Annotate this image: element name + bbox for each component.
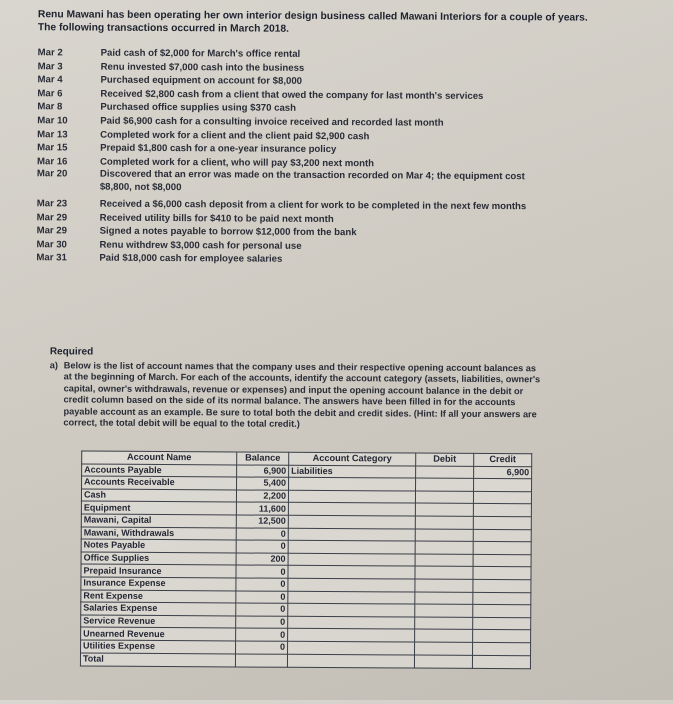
transaction-date: Mar 29: [36, 211, 68, 223]
transaction-description: [100, 169, 637, 197]
cell-account-name: Unearned Revenue: [81, 627, 236, 641]
intro-line-1: Renu Mawani has been operating her own interior design business called Mawani Interiors for a couple of years.: [37, 9, 588, 24]
cell-credit[interactable]: [473, 529, 531, 542]
transaction-text: Signed a notes payable to borrow $12,000 from the bank: [99, 225, 357, 239]
part-label: a): [49, 360, 58, 371]
intro-paragraph: [38, 8, 658, 38]
transaction-date: Mar 30: [36, 238, 67, 251]
transaction-text: Purchased equipment on account for $8,000: [100, 74, 303, 88]
cell-credit[interactable]: [473, 642, 531, 655]
cell-account-name: Accounts Receivable: [82, 476, 237, 490]
cell-debit[interactable]: [415, 491, 473, 504]
transaction-date: Mar 6: [37, 88, 63, 100]
cell-account-name: Equipment: [81, 501, 236, 515]
cell-account-category[interactable]: [288, 503, 415, 516]
cell-account-category[interactable]: [288, 553, 415, 566]
cell-balance: 200: [236, 553, 288, 566]
cell-account-category[interactable]: [289, 477, 416, 490]
required-heading: Required: [49, 346, 94, 358]
cell-credit[interactable]: [473, 554, 531, 567]
cell-credit[interactable]: [473, 542, 531, 555]
instruction-line: correct, the total debit will be equal to the total credit.): [63, 417, 300, 429]
cell-debit[interactable]: [415, 503, 473, 516]
cell-credit[interactable]: [473, 592, 531, 605]
cell-balance: 0: [236, 628, 288, 641]
cell-account-category[interactable]: [288, 540, 415, 553]
cell-credit[interactable]: [473, 504, 531, 517]
header-balance: Balance: [237, 452, 289, 465]
transaction-date: Mar 13: [37, 128, 68, 140]
transaction-date: Mar 4: [37, 74, 63, 86]
cell-balance: 0: [236, 540, 288, 553]
total-credit[interactable]: [472, 655, 530, 668]
transaction-row: [37, 169, 637, 197]
transaction-text: Renu invested $7,000 cash into the business: [100, 61, 305, 74]
cell-account-name: Mawani, Withdrawals: [81, 527, 236, 541]
cell-debit[interactable]: [415, 642, 473, 655]
transaction-text: Discovered that an error was made on the transaction recorded on Mar 4; the equipment cost: [99, 168, 525, 183]
cell-balance: 12,500: [236, 515, 288, 528]
cell-account-name: Insurance Expense: [81, 577, 236, 591]
cell-account-name: Notes Payable: [81, 539, 236, 553]
transaction-date: Mar 15: [37, 142, 68, 154]
header-account-category: Account Category: [289, 452, 416, 465]
cell-balance: 2,200: [236, 490, 288, 503]
required-instructions: [49, 360, 615, 432]
cell-account-category[interactable]: [288, 578, 415, 591]
cell-credit[interactable]: [473, 579, 531, 592]
cell-account-name: Service Revenue: [81, 615, 236, 629]
transaction-date: Mar 31: [36, 252, 67, 264]
transaction-text: Paid $6,900 cash for a consulting invoice received and recorded last month: [100, 115, 444, 129]
transaction-date: Mar 16: [36, 155, 68, 168]
cell-debit[interactable]: [415, 617, 473, 630]
transaction-text: Received $2,800 cash from a client that owed the company for last month's services: [100, 88, 484, 102]
cell-debit[interactable]: [415, 516, 473, 529]
transaction-text: Completed work for a client and the client paid $2,900 cash: [100, 129, 370, 142]
total-category: [287, 654, 414, 668]
cell-balance: 0: [236, 565, 288, 578]
cell-account-category[interactable]: [288, 566, 415, 579]
transaction-text: Paid cash of $2,000 for March's office rental: [100, 47, 301, 60]
cell-balance: 0: [236, 528, 288, 541]
cell-credit[interactable]: 6,900: [474, 466, 532, 479]
cell-debit[interactable]: [415, 554, 473, 567]
cell-account-category[interactable]: [288, 629, 415, 642]
total-label: Total: [80, 653, 235, 667]
transaction-text: Received utility bills for $410 to be paid next month: [99, 212, 334, 225]
cell-credit[interactable]: [473, 567, 531, 580]
total-balance: [235, 653, 287, 666]
cell-debit[interactable]: [416, 478, 474, 491]
cell-account-category[interactable]: [288, 490, 415, 503]
total-debit[interactable]: [414, 655, 472, 668]
transaction-date: Mar 23: [36, 198, 68, 210]
transaction-text: Purchased office supplies using $370 cash: [100, 101, 297, 115]
transaction-text-cont: $8,800, not $8,000: [99, 181, 182, 193]
cell-account-category[interactable]: [288, 528, 415, 541]
transaction-date: Mar 29: [36, 225, 68, 237]
instruction-line: capital, owner's withdrawals, revenue or expenses) and input the opening account balance in the debit or: [63, 383, 524, 397]
cell-balance: 0: [236, 616, 288, 629]
accounts-table-body: [80, 464, 531, 669]
cell-account-name: Office Supplies: [81, 552, 236, 566]
instruction-line: at the beginning of March. For each of the accounts, identify the account category (assets, liabilities, owner's: [63, 371, 541, 385]
accounts-table: [80, 451, 532, 669]
transaction-text: Renu withdrew $3,000 cash for personal use: [99, 239, 302, 252]
instruction-line: credit column based on the side of its normal balance. The answers have been filled in for the accounts: [63, 394, 516, 408]
cell-credit[interactable]: [474, 479, 532, 492]
transaction-date: Mar 8: [37, 101, 63, 113]
cell-credit[interactable]: [473, 630, 531, 643]
cell-account-category[interactable]: [288, 641, 415, 654]
cell-debit[interactable]: [415, 592, 473, 605]
cell-balance: 6,900: [237, 465, 289, 478]
cell-account-category[interactable]: [288, 603, 415, 616]
cell-credit[interactable]: [473, 605, 531, 618]
transaction-description: [99, 252, 636, 269]
cell-credit[interactable]: [473, 617, 531, 630]
transaction-list: [36, 46, 637, 269]
cell-account-name: Salaries Expense: [81, 602, 236, 616]
transaction-text: Completed work for a client, who will pay $3,200 next month: [99, 156, 375, 170]
cell-debit[interactable]: [415, 604, 473, 617]
intro-line-2: The following transactions occurred in March 2018.: [37, 22, 290, 35]
cell-debit[interactable]: [415, 629, 473, 642]
cell-credit[interactable]: [473, 516, 531, 529]
cell-debit[interactable]: [415, 541, 473, 554]
cell-credit[interactable]: [473, 491, 531, 504]
cell-account-name: Cash: [81, 489, 236, 503]
transaction-date: Mar 3: [37, 60, 63, 72]
cell-account-category[interactable]: [288, 616, 415, 629]
header-account-name: Account Name: [82, 451, 237, 465]
cell-debit[interactable]: [415, 566, 473, 579]
cell-balance: 0: [236, 590, 288, 603]
transaction-text: Prepaid $1,800 cash for a one-year insurance policy: [100, 142, 337, 156]
cell-account-category[interactable]: [288, 515, 415, 528]
cell-balance: 5,400: [237, 477, 289, 490]
cell-account-category[interactable]: [288, 591, 415, 604]
instructions-body: [63, 360, 540, 431]
cell-debit[interactable]: [415, 579, 473, 592]
cell-balance: 0: [236, 603, 288, 616]
cell-account-name: Rent Expense: [81, 590, 236, 604]
cell-balance: 11,600: [236, 502, 288, 515]
header-credit: Credit: [474, 453, 532, 466]
instruction-line: payable account as an example. Be sure to total both the debit and credit sides. (Hint: If all your answers are: [63, 406, 537, 419]
header-debit: Debit: [416, 453, 474, 466]
instruction-line: Below is the list of account names that the company uses and their respective opening account balances as: [63, 360, 537, 374]
cell-account-name: Accounts Payable: [82, 464, 237, 478]
cell-balance: 0: [236, 578, 288, 591]
cell-account-category[interactable]: Liabilities: [289, 465, 416, 478]
transaction-text: Received a $6,000 cash deposit from a client for work to be completed in the next few months: [99, 198, 527, 213]
cell-debit[interactable]: [415, 529, 473, 542]
cell-balance: 0: [236, 641, 288, 654]
cell-account-name: Utilities Expense: [81, 640, 236, 654]
transaction-date: Mar 10: [37, 115, 68, 127]
table-total-row: [80, 653, 530, 669]
transaction-date: Mar 20: [36, 168, 68, 180]
transaction-text: Paid $18,000 cash for employee salaries: [99, 252, 283, 266]
cell-account-name: Prepaid Insurance: [81, 564, 236, 578]
cell-debit[interactable]: [416, 466, 474, 479]
transaction-row: [36, 252, 636, 269]
cell-account-name: Mawani, Capital: [81, 514, 236, 528]
transaction-date: Mar 2: [37, 47, 63, 59]
